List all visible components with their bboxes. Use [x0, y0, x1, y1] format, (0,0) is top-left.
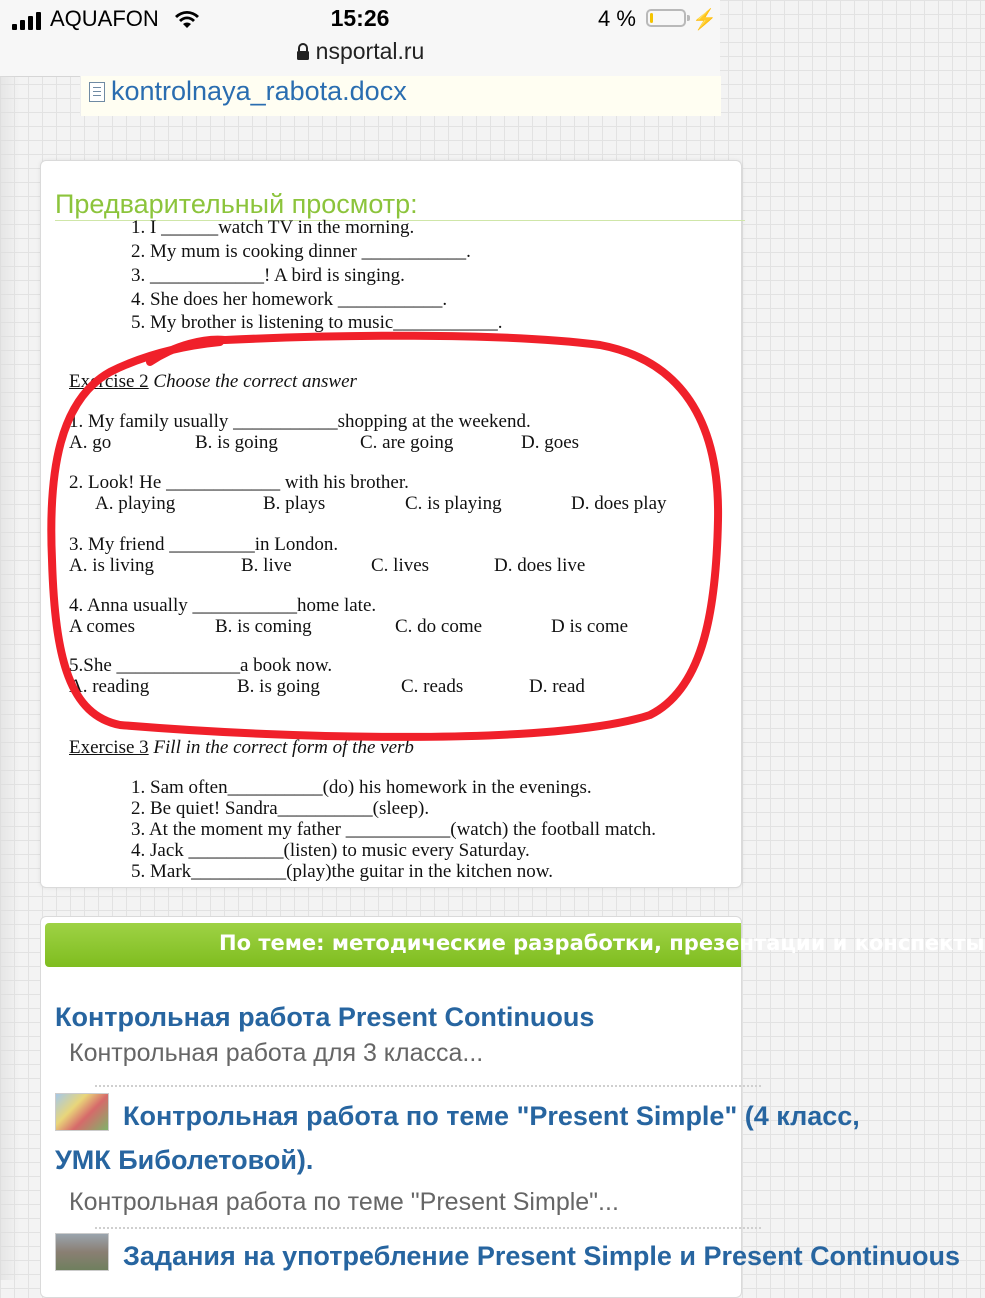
answer-option: B. is going	[237, 676, 320, 697]
ex1-item: 2. My mum is cooking dinner ___________.	[131, 241, 471, 262]
divider	[95, 1227, 761, 1229]
answer-option: C. are going	[360, 432, 454, 453]
related-link-line[interactable]	[55, 1233, 961, 1278]
ex3-item: 5. Mark__________(play)the guitar in the kitchen now.	[131, 861, 553, 882]
related-item	[55, 1093, 860, 1217]
answer-option: C. lives	[371, 555, 430, 576]
topic-bar	[45, 923, 985, 967]
answer-option: D. goes	[521, 432, 580, 453]
ex1-item: 3. ____________! A bird is singing.	[131, 265, 405, 286]
preview-card	[40, 160, 742, 888]
answer-option: D. read	[529, 676, 585, 697]
answer-option: A comes	[69, 616, 135, 637]
question: 4. Anna usually ___________home late.	[69, 595, 377, 616]
battery-icon	[646, 9, 686, 27]
divider	[95, 1085, 761, 1087]
battery-level	[650, 13, 653, 23]
related-item	[55, 1233, 961, 1278]
related-materials	[40, 916, 985, 1298]
question: 2. Look! He ____________ with his brother.	[69, 472, 409, 493]
answer-option: D is come	[551, 616, 629, 637]
exercise-3-heading	[69, 737, 414, 759]
answer-option: B. live	[241, 555, 292, 576]
url-text: nsportal.ru	[315, 38, 425, 64]
related-item	[55, 995, 745, 1068]
charging-icon: ⚡	[692, 9, 717, 31]
exercise-2-heading	[69, 371, 357, 393]
ex3-item: 4. Jack __________(listen) to music every Saturday.	[131, 840, 530, 861]
answer-option: B. is going	[195, 432, 278, 453]
answer-option: B. is coming	[215, 616, 312, 637]
address-bar[interactable]	[0, 38, 720, 65]
related-link[interactable]: Контрольная работа Present Continuous	[55, 1002, 595, 1032]
carrier-name: AQUAFON	[50, 6, 159, 31]
related-link-continued[interactable]: УМК Биболетовой).	[55, 1145, 314, 1175]
answer-option: A. playing	[95, 493, 176, 514]
lock-icon	[296, 43, 310, 61]
related-description: Контрольная работа для 3 класса...	[69, 1039, 484, 1067]
battery-percent: 4 %	[598, 6, 636, 31]
document-preview[interactable]	[45, 217, 735, 882]
ex3-item: 1. Sam often__________(do) his homework in the evenings.	[131, 777, 592, 798]
document-icon	[89, 82, 105, 102]
exercise-label: Exercise 3	[69, 737, 149, 758]
exercise-label: Exercise 2	[69, 371, 149, 392]
exercise-instruction: Choose the correct answer	[153, 371, 357, 392]
answer-option: A. is living	[69, 555, 154, 576]
topic-bar-label: По теме: методические разработки, презентации и конспекты	[219, 931, 985, 955]
ex3-item: 3. At the moment my father ___________(watch) the football match.	[131, 819, 657, 840]
ex1-item: 1. I ______watch TV in the morning.	[131, 217, 415, 238]
answer-option: D. does live	[494, 555, 586, 576]
thumbnail-image	[55, 1093, 109, 1131]
answer-option: D. does play	[571, 493, 667, 514]
ex3-item: 2. Be quiet! Sandra__________(sleep).	[131, 798, 430, 819]
answer-option: B. plays	[263, 493, 326, 514]
question: 1. My family usually ___________shopping at the weekend.	[69, 411, 531, 432]
thumbnail-image	[55, 1233, 109, 1271]
ex1-item: 4. She does her homework ___________.	[131, 289, 448, 310]
answer-option: A. go	[69, 432, 112, 453]
attachment-row	[80, 76, 721, 116]
clock: 15:26	[330, 5, 390, 31]
page-edge	[0, 76, 20, 1280]
exercise-instruction: Fill in the correct form of the verb	[153, 737, 414, 758]
ex1-item: 5. My brother is listening to music___________.	[131, 312, 503, 333]
question: 5.She _____________a book now.	[69, 655, 333, 676]
answer-option: A. reading	[69, 676, 150, 697]
answer-option: C. reads	[401, 676, 464, 697]
related-link-line[interactable]	[55, 1093, 860, 1138]
answer-option: C. is playing	[405, 493, 502, 514]
attachment-link[interactable]: kontrolnaya_rabota.docx	[111, 76, 407, 106]
status-bar	[0, 0, 720, 77]
question: 3. My friend _________in London.	[69, 534, 339, 555]
related-link[interactable]: Контрольная работа по теме "Present Simple" (4 класс,	[123, 1101, 860, 1131]
related-link[interactable]: Задания на употребление Present Simple и Present Continuous	[123, 1241, 961, 1271]
answer-option: C. do come	[395, 616, 483, 637]
related-description: Контрольная работа по теме "Present Simple"...	[69, 1188, 619, 1216]
preview-title: Предварительный просмотр:	[55, 189, 418, 219]
